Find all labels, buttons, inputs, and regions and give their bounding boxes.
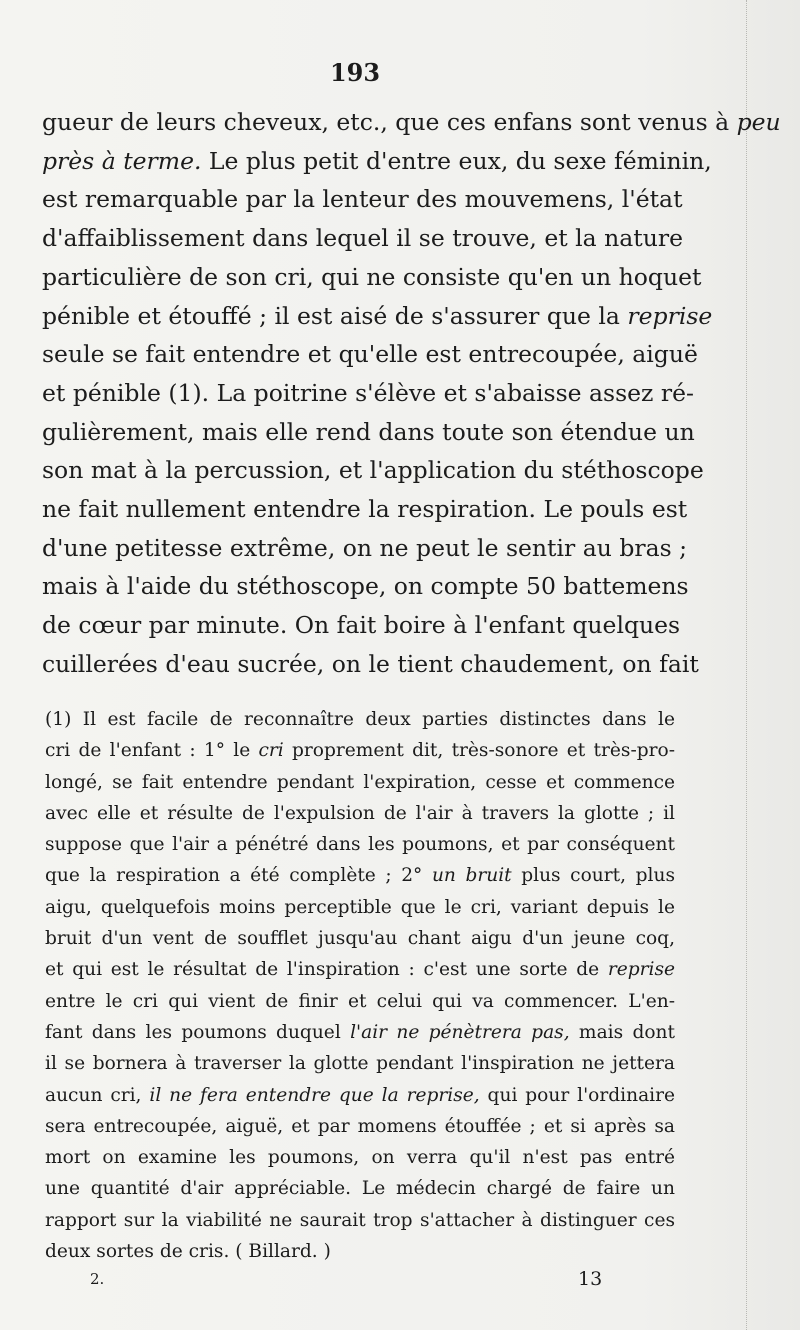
text-run: cuillerées d'eau sucrée, on le tient chaudement, on fait bbox=[42, 649, 699, 678]
text-run: est remarquable par la lenteur des mouvemens, l'état bbox=[42, 185, 683, 214]
body-line bbox=[42, 103, 781, 142]
text-run: de cœur par minute. On fait boire à l'enfant quelques bbox=[42, 611, 681, 640]
footnote-line bbox=[45, 1048, 675, 1079]
text-run: cri de l'enfant : 1° le bbox=[45, 740, 259, 762]
text-run: deux sortes de cris. ( Billard. ) bbox=[45, 1241, 331, 1263]
footnote-line bbox=[45, 892, 675, 923]
text-run: particulière de son cri, qui ne consiste qu'en un hoquet bbox=[42, 262, 702, 291]
page-edge bbox=[746, 0, 748, 1330]
body-line bbox=[42, 606, 681, 645]
body-line bbox=[42, 297, 713, 336]
text-run: suppose que l'air a pénétré dans les poumons, et par conséquent bbox=[45, 834, 675, 856]
body-line bbox=[42, 490, 688, 529]
text-run: son mat à la percussion, et l'application du stéthoscope bbox=[42, 456, 704, 485]
main-text bbox=[42, 103, 781, 684]
signature-mark-left: 2. bbox=[90, 1270, 105, 1288]
footnote-line bbox=[45, 1111, 675, 1142]
text-run: et pénible (1). La poitrine s'élève et s'abaisse assez ré- bbox=[42, 378, 694, 407]
text-run: proprement dit, très-sonore et très-pro- bbox=[283, 740, 675, 762]
page-number: 193 bbox=[329, 58, 381, 87]
italic-text: reprise bbox=[607, 959, 675, 981]
text-run: (1) Il est facile de reconnaître deux parties distinctes dans le bbox=[45, 709, 675, 730]
text-run: pénible et étouffé ; il est aisé de s'assurer que la bbox=[42, 301, 628, 330]
text-run: mais à l'aide du stéthoscope, on compte 50 battemens bbox=[42, 572, 689, 601]
text-run: sera entrecoupée, aiguë, et par momens étouffée ; et si après sa bbox=[45, 1115, 675, 1137]
footnote-line bbox=[45, 954, 675, 985]
text-run: mort on examine les poumons, on verra qu'il n'est pas entré bbox=[45, 1147, 675, 1169]
footnote-line bbox=[45, 986, 675, 1017]
footnote-line bbox=[45, 767, 675, 798]
text-run: et qui est le résultat de l'inspiration : c'est une sorte de bbox=[45, 959, 608, 981]
text-run: il se bornera à traverser la glotte pendant l'inspiration ne jettera bbox=[45, 1053, 675, 1075]
italic-text: peu bbox=[736, 108, 781, 136]
text-run: aigu, quelquefois moins perceptible que le cri, variant depuis le bbox=[45, 896, 675, 918]
text-run: avec elle et résulte de l'expulsion de l'air à travers la glotte ; il bbox=[45, 802, 675, 824]
italic-text: cri bbox=[258, 740, 284, 762]
footnote-line bbox=[45, 860, 675, 891]
footnote-line bbox=[45, 735, 675, 766]
text-run: d'une petitesse extrême, on ne peut le sentir au bras ; bbox=[42, 533, 688, 562]
body-line bbox=[42, 451, 704, 490]
footnote-line bbox=[45, 923, 675, 954]
text-run: gulièrement, mais elle rend dans toute son étendue un bbox=[42, 417, 695, 446]
body-line bbox=[42, 374, 694, 413]
text-run: fant dans les poumons duquel bbox=[45, 1021, 351, 1043]
footnote-line bbox=[45, 1205, 675, 1236]
footnote-line bbox=[45, 1236, 675, 1267]
body-line bbox=[42, 335, 698, 374]
body-line bbox=[42, 529, 688, 568]
footnote-line bbox=[45, 829, 675, 860]
italic-text: près à terme. bbox=[42, 146, 202, 175]
text-run: qui pour l'ordinaire bbox=[479, 1084, 676, 1106]
text-run: une quantité d'air appréciable. Le médecin chargé de faire un bbox=[45, 1178, 675, 1200]
body-line bbox=[42, 413, 695, 452]
body-line bbox=[42, 258, 702, 297]
text-run: bruit d'un vent de soufflet jusqu'au chant aigu d'un jeune coq, bbox=[45, 928, 675, 950]
italic-text: un bruit bbox=[431, 865, 512, 887]
signature-mark-right: 13 bbox=[578, 1268, 603, 1290]
body-line bbox=[42, 645, 699, 684]
text-run: longé, se fait entendre pendant l'expiration, cesse et commence bbox=[45, 771, 675, 793]
text-run: que la respiration a été complète ; 2° bbox=[45, 865, 432, 887]
body-line bbox=[42, 567, 689, 606]
text-run: ne fait nullement entendre la respiration. Le pouls est bbox=[42, 495, 688, 524]
footnote-line bbox=[45, 1142, 675, 1173]
italic-text: reprise bbox=[627, 301, 713, 330]
text-run: entre le cri qui vient de finir et celui qui va commencer. L'en- bbox=[45, 990, 675, 1012]
text-run: d'affaiblissement dans lequel il se trouve, et la nature bbox=[42, 224, 683, 253]
text-run: rapport sur la viabilité ne saurait trop s'attacher à distinguer ces bbox=[45, 1209, 675, 1231]
footnote-line bbox=[45, 704, 675, 735]
footnote-line bbox=[45, 798, 675, 829]
footnote-line bbox=[45, 1173, 675, 1204]
text-run: plus court, plus bbox=[511, 865, 675, 887]
footnote-line bbox=[45, 1017, 675, 1048]
text-run: Le plus petit d'entre eux, du sexe féminin, bbox=[201, 146, 712, 175]
italic-text: il ne fera entendre que la reprise, bbox=[149, 1084, 480, 1106]
body-line bbox=[42, 180, 683, 219]
footnote bbox=[45, 704, 675, 1267]
body-line bbox=[42, 142, 712, 181]
text-run: seule se fait entendre et qu'elle est entrecoupée, aiguë bbox=[42, 340, 698, 369]
footnote-line bbox=[45, 1080, 675, 1111]
body-line bbox=[42, 219, 683, 258]
text-run: aucun cri, bbox=[45, 1084, 150, 1106]
italic-text: l'air ne pénètrera pas, bbox=[350, 1021, 570, 1043]
text-run: mais dont bbox=[569, 1021, 675, 1043]
text-run: gueur de leurs cheveux, etc., que ces enfans sont venus à bbox=[42, 108, 737, 136]
